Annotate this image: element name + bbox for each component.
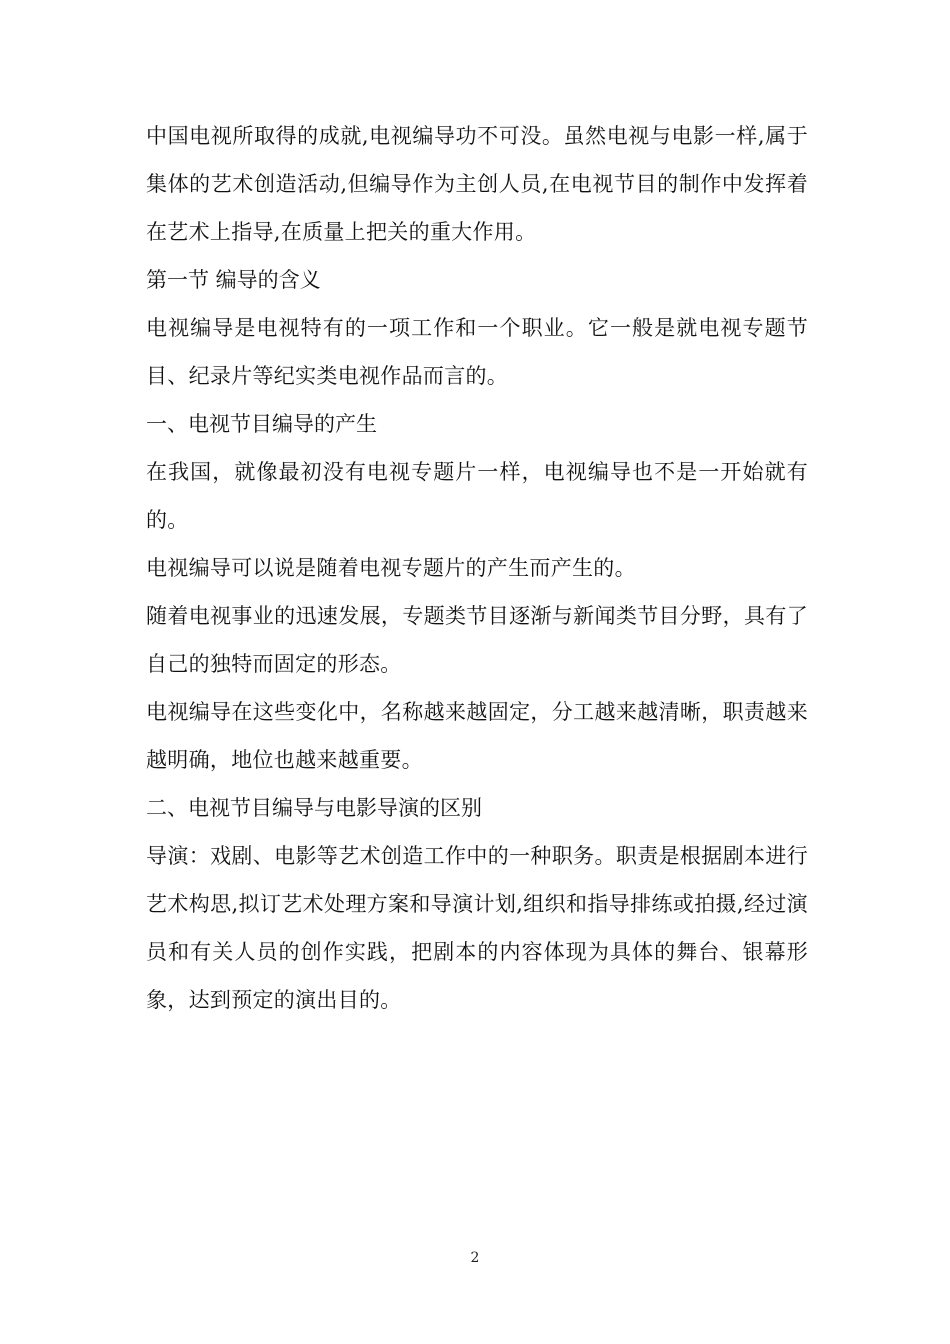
origin-paragraph-1: 在我国，就像最初没有电视专题片一样，电视编导也不是一开始就有的。 [146, 460, 808, 532]
page-number: 2 [470, 1250, 480, 1266]
document-body [146, 112, 808, 1024]
origin-paragraph-4: 电视编导在这些变化中，名称越来越固定，分工越来越清晰，职责越来越明确，地位也越来越重要。 [146, 700, 808, 772]
origin-paragraph-2: 电视编导可以说是随着电视专题片的产生而产生的。 [146, 556, 636, 580]
origin-paragraph-3: 随着电视事业的迅速发展，专题类节目逐渐与新闻类节目分野，具有了自己的独特而固定的形态。 [146, 604, 808, 676]
subsection-heading-origin: 一、电视节目编导的产生 [146, 412, 377, 436]
section-heading: 第一节 编导的含义 [146, 268, 321, 292]
intro-paragraph: 中国电视所取得的成就,电视编导功不可没。虽然电视与电影一样,属于集体的艺术创造活动,但编导作为主创人员,在电视节目的制作中发挥着在艺术上指导,在质量上把关的重大作用。 [146, 124, 808, 244]
definition-paragraph: 电视编导是电视特有的一项工作和一个职业。它一般是就电视专题节目、纪录片等纪实类电视作品而言的。 [146, 316, 808, 388]
director-definition-paragraph: 导演：戏剧、电影等艺术创造工作中的一种职务。职责是根据剧本进行艺术构思,拟订艺术处理方案和导演计划,组织和指导排练或拍摄,经过演员和有关人员的创作实践，把剧本的内容体现为具体的舞台、银幕形象，达到预定的演出目的。 [146, 844, 808, 1012]
subsection-heading-difference: 二、电视节目编导与电影导演的区别 [146, 796, 482, 820]
